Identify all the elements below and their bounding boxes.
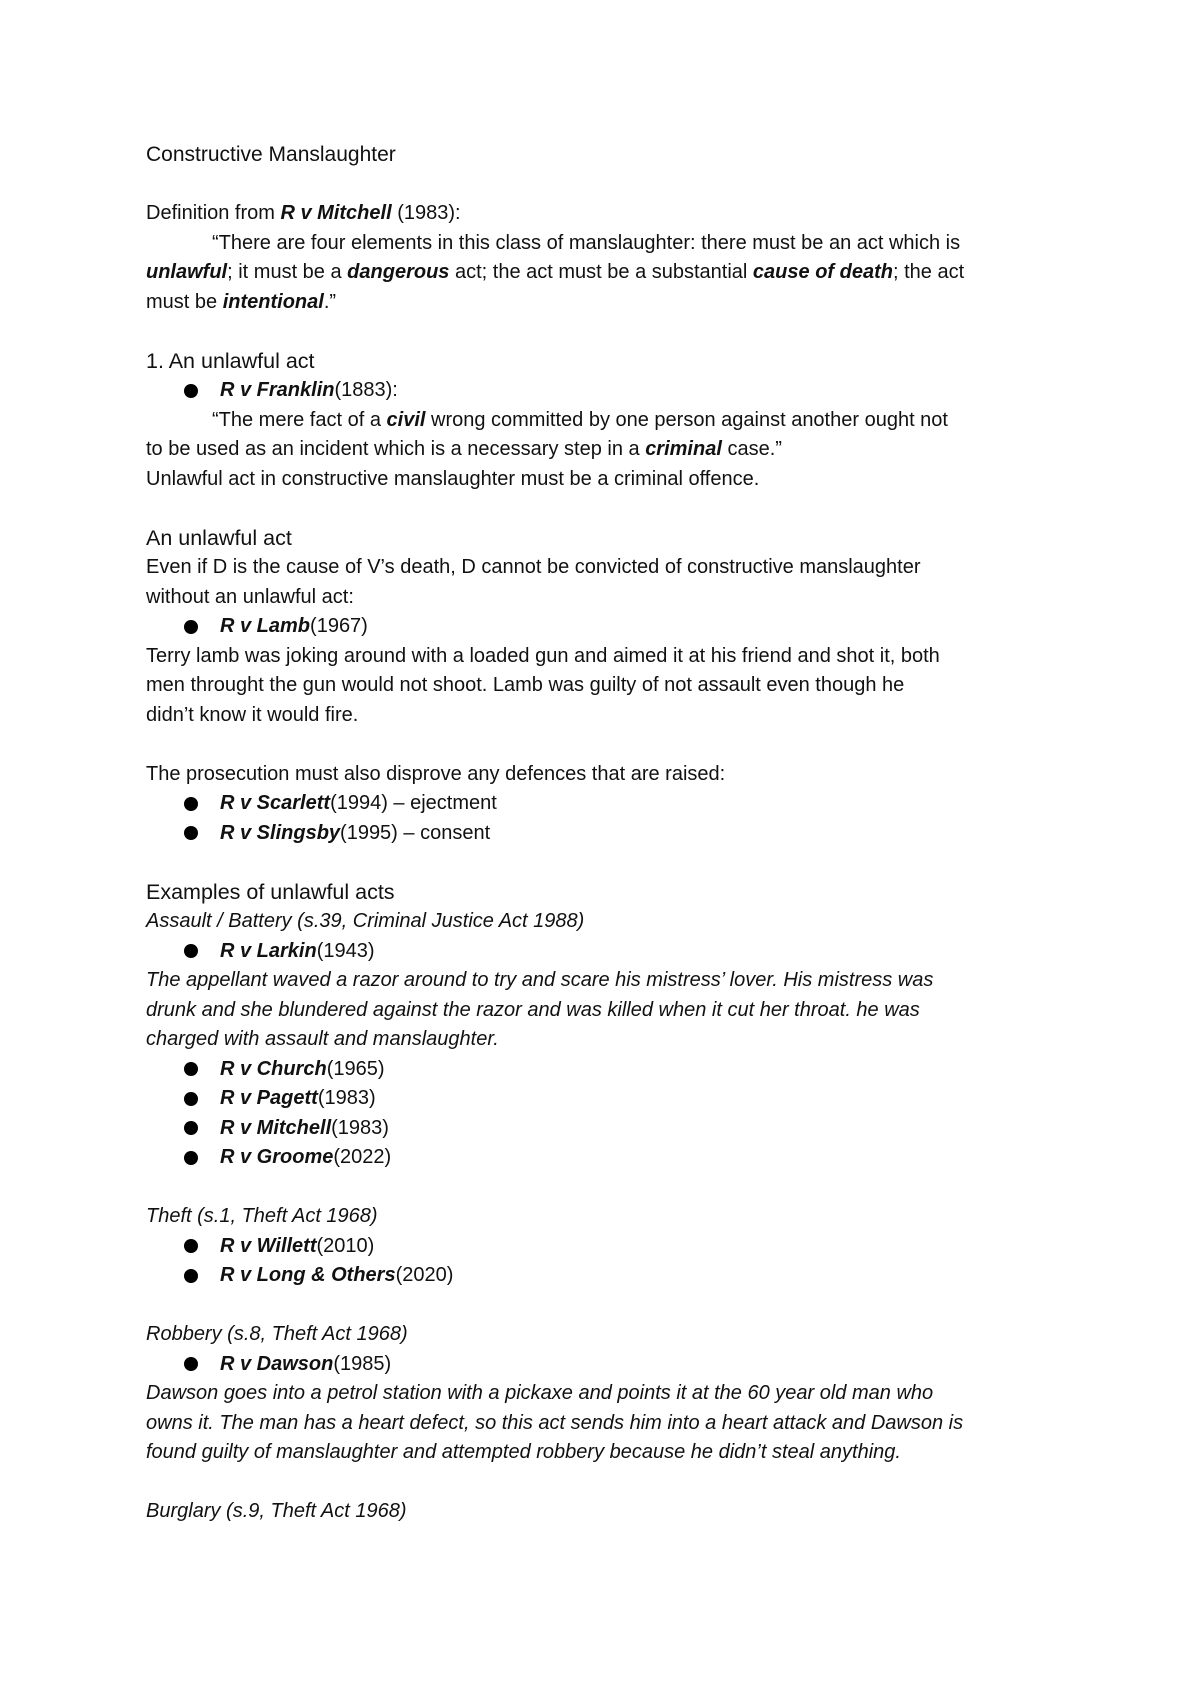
bullet-icon <box>184 1151 198 1165</box>
case-bullet: R v Larkin (1943) <box>146 937 1066 967</box>
body-text: The prosecution must also disprove any defences that are raised: <box>146 762 726 785</box>
body-text: without an unlawful act: <box>146 585 354 608</box>
definition-quote-line: “There are four elements in this class of manslaughter: there must be an act which is <box>212 231 961 254</box>
bullet-icon <box>184 1239 198 1253</box>
bullet-icon <box>184 1062 198 1076</box>
case-description: charged with assault and manslaughter. <box>146 1028 499 1050</box>
bullet-icon <box>184 1121 198 1135</box>
case-bullet: R v Lamb (1967) <box>146 612 1066 642</box>
offence-label: Robbery (s.8, Theft Act 1968) <box>146 1323 408 1345</box>
case-bullet: R v Pagett (1983) <box>146 1084 1066 1114</box>
bullet-icon <box>184 384 198 398</box>
body-text: Terry lamb was joking around with a loaded gun and aimed it at his friend and shot it, both <box>146 644 940 667</box>
document-body <box>146 140 1066 1527</box>
body-text: didn’t know it would fire. <box>146 703 359 726</box>
case-bullet: R v Willett (2010) <box>146 1232 1066 1262</box>
section-heading: Examples of unlawful acts <box>146 879 395 904</box>
bullet-icon <box>184 620 198 634</box>
bullet-icon <box>184 1092 198 1106</box>
case-bullet: R v Franklin (1883): <box>146 376 1066 406</box>
bullet-icon <box>184 1357 198 1371</box>
case-bullet: R v Mitchell (1983) <box>146 1114 1066 1144</box>
bullet-icon <box>184 826 198 840</box>
case-bullet: R v Dawson (1985) <box>146 1350 1066 1380</box>
body-text: men throught the gun would not shoot. Lamb was guilty of not assault even though he <box>146 674 905 696</box>
offence-label: Theft (s.1, Theft Act 1968) <box>146 1205 378 1227</box>
section-heading: An unlawful act <box>146 525 292 550</box>
section-heading: 1. An unlawful act <box>146 348 315 373</box>
body-text: Unlawful act in constructive manslaughter must be a criminal offence. <box>146 467 760 490</box>
case-bullet: R v Church (1965) <box>146 1055 1066 1085</box>
case-description: owns it. The man has a heart defect, so this act sends him into a heart attack and Dawson is <box>146 1411 964 1434</box>
case-name: R v Mitchell <box>280 202 392 224</box>
case-bullet: R v Long & Others (2020) <box>146 1261 1066 1291</box>
definition-quote-line: must be intentional.” <box>146 290 337 313</box>
case-description: Dawson goes into a petrol station with a pickaxe and points it at the 60 year old man who <box>146 1382 934 1404</box>
body-text: Even if D is the cause of V’s death, D cannot be convicted of constructive manslaughter <box>146 556 921 578</box>
case-description: found guilty of manslaughter and attempted robbery because he didn’t steal anything. <box>146 1441 901 1463</box>
bullet-icon <box>184 797 198 811</box>
case-description: The appellant waved a razor around to try and scare his mistress’ lover. His mistress was <box>146 969 934 991</box>
bullet-icon <box>184 944 198 958</box>
case-description: drunk and she blundered against the razor and was killed when it cut her throat. he was <box>146 998 920 1021</box>
quote-line: to be used as an incident which is a necessary step in a criminal case.” <box>146 438 782 460</box>
offence-label: Assault / Battery (s.39, Criminal Justice Act 1988) <box>146 910 585 932</box>
quote-line: “The mere fact of a civil wrong committed by one person against another ought not <box>212 408 948 431</box>
case-bullet: R v Scarlett (1994) – ejectment <box>146 789 1066 819</box>
bullet-icon <box>184 1269 198 1283</box>
definition-quote-line: unlawful; it must be a dangerous act; the act must be a substantial cause of death; the act <box>146 261 965 283</box>
case-bullet: R v Groome (2022) <box>146 1143 1066 1173</box>
case-bullet: R v Slingsby (1995) – consent <box>146 819 1066 849</box>
definition-intro: Definition from R v Mitchell (1983): <box>146 202 461 224</box>
offence-label: Burglary (s.9, Theft Act 1968) <box>146 1500 407 1522</box>
page-title: Constructive Manslaughter <box>146 143 396 166</box>
